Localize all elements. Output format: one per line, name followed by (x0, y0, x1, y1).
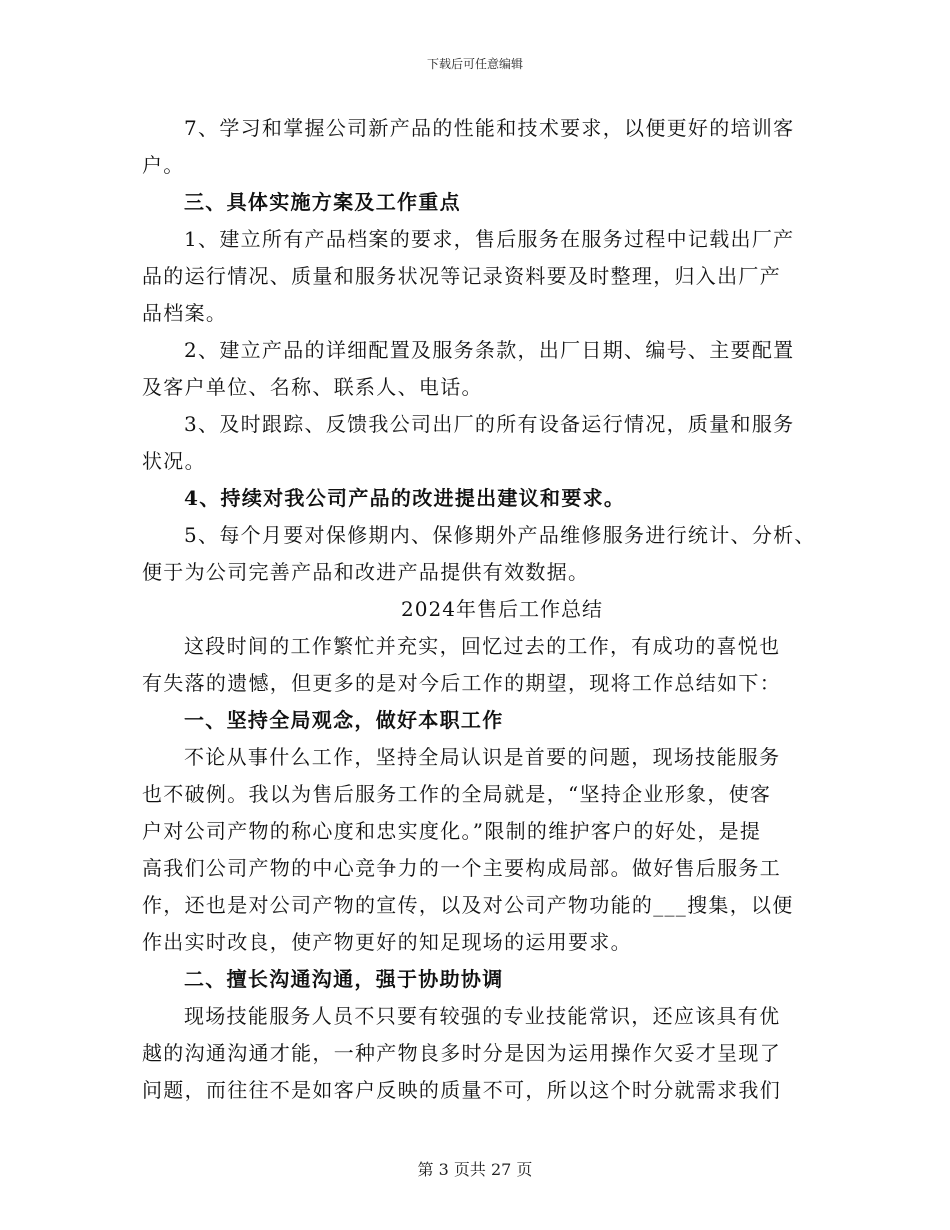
text-line: 及客户单位、名称、联系人、电话。 (142, 375, 483, 399)
text-line: 状况。 (142, 449, 206, 473)
document-title: 2024年售后工作总结 (401, 597, 603, 621)
overall-view-paragraph (142, 739, 822, 961)
text-line: 高我们公司产物的中心竞争力的一个主要构成局部。做好售后服务工 (142, 856, 781, 880)
text-line: 有失落的遗憾，但更多的是对今后工作的期望，现将工作总结如下： (142, 671, 781, 695)
text-line: 越的沟通沟通才能，一种产物良多时分是因为运用操作欠妥才呈现了 (142, 1041, 781, 1065)
section-heading-overall-view: 一、坚持全局观念，做好本职工作 (184, 708, 504, 732)
bold-item-4: 4、持续对我公司产品的改进提出建议和要求。 (184, 486, 626, 510)
text-line: 便于为公司完善产品和改进产品提供有效数据。 (142, 560, 590, 584)
paragraph-1 (142, 221, 822, 332)
text-line: 7、学习和掌握公司新产品的性能和技术要求，以便更好的培训客 (184, 116, 795, 140)
text-line: 2、建立产品的详细配置及服务条款，出厂日期、编号、主要配置 (184, 338, 795, 362)
text-line: 作，还也是对公司产物的宣传，以及对公司产物功能的___搜集，以便 (142, 893, 794, 917)
text-line: 品档案。 (142, 301, 228, 325)
intro-paragraph (142, 628, 822, 702)
paragraph-5 (142, 517, 822, 591)
header-note: 下载后可任意编辑 (426, 57, 523, 71)
communication-paragraph (142, 998, 822, 1109)
page-footer: 第 3 页共 27 页 (417, 1160, 533, 1179)
section-heading-implementation: 三、具体实施方案及工作重点 (184, 190, 461, 214)
text-line: 户。 (142, 153, 185, 177)
document-body (142, 110, 822, 1109)
section-heading-communication: 二、擅长沟通沟通，强于协助协调 (184, 967, 504, 991)
paragraph-3 (142, 406, 822, 480)
text-line: 现场技能服务人员不只要有较强的专业技能常识，还应该具有优 (184, 1004, 781, 1028)
text-line: 这段时间的工作繁忙并充实，回忆过去的工作，有成功的喜悦也 (184, 634, 781, 658)
text-line: 品的运行情况、质量和服务状况等记录资料要及时整理，归入出厂产 (142, 264, 781, 288)
text-line: 作出实时改良，使产物更好的知足现场的运用要求。 (142, 930, 632, 954)
text-line: 1、建立所有产品档案的要求，售后服务在服务过程中记载出厂产 (184, 227, 795, 251)
paragraph-2 (142, 332, 822, 406)
text-line: 3、及时跟踪、反馈我公司出厂的所有设备运行情况，质量和服务 (184, 412, 795, 436)
text-line: 不论从事什么工作，坚持全局认识是首要的问题，现场技能服务 (184, 745, 781, 769)
text-line: 户对公司产物的称心度和忠实度化。”限制的维护客户的好处，是提 (142, 819, 762, 843)
text-line: 5、每个月要对保修期内、保修期外产品维修服务进行统计、分析、 (184, 523, 816, 547)
paragraph-7 (142, 110, 822, 184)
text-line: 也不破例。我以为售后服务工作的全局就是，“坚持企业形象，使客 (142, 782, 772, 806)
text-line: 问题，而往往不是如客户反映的质量不可，所以这个时分就需求我们 (142, 1078, 781, 1102)
